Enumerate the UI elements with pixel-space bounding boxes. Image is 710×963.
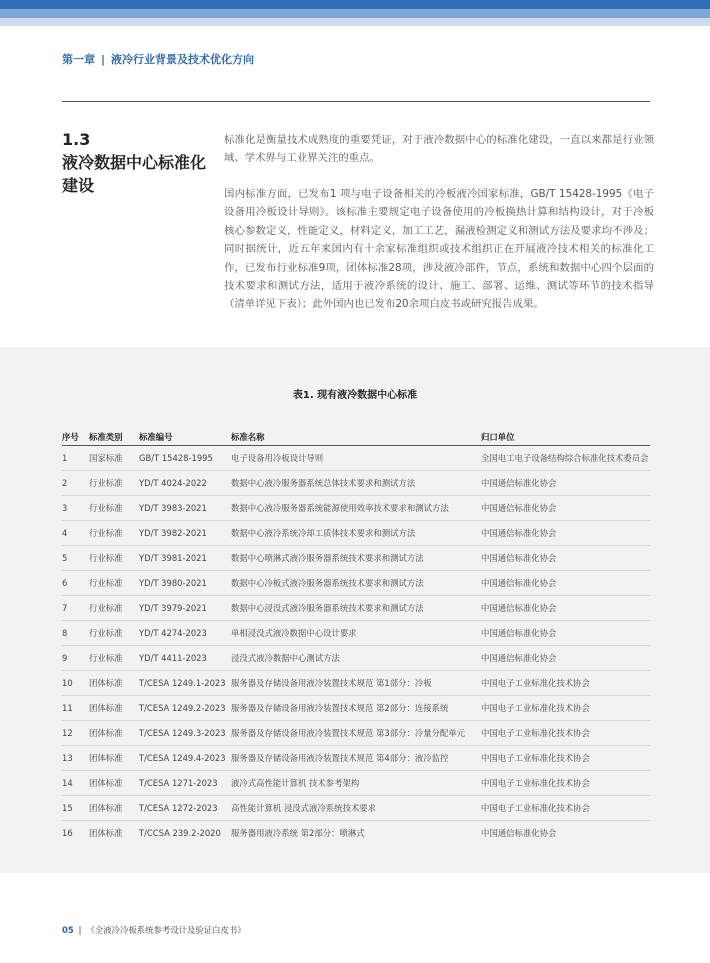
header-cell-code: 标准编号 — [139, 432, 173, 442]
cell-no: 6 — [62, 578, 68, 588]
cell-category: 团体标准 — [89, 803, 123, 813]
cell-code: T/CESA 1271-2023 — [139, 778, 218, 788]
cell-code: T/CESA 1249.2-2023 — [139, 703, 226, 713]
cell-no: 9 — [62, 653, 68, 663]
cell-name: 服务器及存储设备用液冷装置技术规范 第1部分：冷板 — [231, 678, 432, 688]
cell-code: YD/T 3980-2021 — [139, 578, 207, 588]
cell-category: 团体标准 — [89, 753, 123, 763]
cell-category: 团体标准 — [89, 678, 123, 688]
cell-no: 13 — [62, 753, 73, 763]
cell-code: YD/T 4274-2023 — [139, 628, 207, 638]
cell-no: 10 — [62, 678, 73, 688]
table-header — [62, 430, 650, 445]
header-cell-name: 标准名称 — [231, 432, 265, 442]
cell-category: 行业标准 — [89, 578, 123, 588]
cell-code: GB/T 15428-1995 — [139, 453, 213, 463]
cell-code: T/CESA 1249.1-2023 — [139, 678, 226, 688]
cell-category: 行业标准 — [89, 478, 123, 488]
table-row — [62, 571, 650, 596]
cell-name: 单相浸没式液冷数据中心设计要求 — [231, 628, 357, 638]
header-rule — [62, 101, 650, 102]
cell-name: 数据中心浸没式液冷服务器系统技术要求和测试方法 — [231, 603, 424, 613]
cell-org: 全国电工电子设备结构综合标准化技术委员会 — [481, 453, 649, 463]
cell-name: 服务器用液冷系统 第2部分：喷淋式 — [231, 828, 365, 838]
cell-category: 行业标准 — [89, 528, 123, 538]
cell-category: 行业标准 — [89, 653, 123, 663]
cell-no: 16 — [62, 828, 73, 838]
cell-code: YD/T 4024-2022 — [139, 478, 207, 488]
cell-category: 行业标准 — [89, 503, 123, 513]
footer-separator: | — [78, 925, 82, 935]
cell-name: 电子设备用冷板设计导则 — [231, 453, 324, 463]
header-band-light — [0, 18, 710, 26]
cell-org: 中国通信标准化协会 — [481, 503, 557, 513]
table-row — [62, 496, 650, 521]
chapter-title: 液冷行业背景及技术优化方向 — [111, 53, 255, 66]
cell-name: 服务器及存储设备用液冷装置技术规范 第4部分：液冷监控 — [231, 753, 449, 763]
intro-paragraph: 标准化是衡量技术成熟度的重要凭证，对于液冷数据中心的标准化建设，一直以来都是行业领域、学术界与工业界关注的重点。 — [224, 134, 654, 165]
cell-org: 中国通信标准化协会 — [481, 478, 557, 488]
cell-org: 中国通信标准化协会 — [481, 528, 557, 538]
cell-org: 中国电子工业标准化技术协会 — [481, 703, 590, 713]
table-row — [62, 721, 650, 746]
cell-name: 数据中心液冷系统冷却工质体技术要求和测试方法 — [231, 528, 416, 538]
section-title: 液冷数据中心标准化建设 — [62, 153, 207, 195]
cell-category: 团体标准 — [89, 728, 123, 738]
cell-org: 中国通信标准化协会 — [481, 578, 557, 588]
cell-category: 行业标准 — [89, 628, 123, 638]
cell-name: 高性能计算机 浸没式液冷系统技术要求 — [231, 803, 377, 813]
cell-org: 中国通信标准化协会 — [481, 828, 557, 838]
cell-no: 11 — [62, 703, 73, 713]
cell-category: 国家标准 — [89, 453, 123, 463]
chapter-separator: | — [101, 53, 106, 66]
cell-code: YD/T 4411-2023 — [139, 653, 207, 663]
cell-no: 2 — [62, 478, 68, 488]
cell-org: 中国电子工业标准化技术协会 — [481, 728, 590, 738]
header-cell-category: 标准类别 — [89, 432, 123, 442]
table-row — [62, 446, 650, 471]
page-footer — [62, 924, 246, 936]
cell-no: 7 — [62, 603, 68, 613]
cell-code: YD/T 3981-2021 — [139, 553, 207, 563]
cell-org: 中国通信标准化协会 — [481, 603, 557, 613]
cell-no: 4 — [62, 528, 68, 538]
table-row — [62, 821, 650, 846]
cell-org: 中国通信标准化协会 — [481, 553, 557, 563]
cell-category: 团体标准 — [89, 778, 123, 788]
cell-category: 行业标准 — [89, 553, 123, 563]
cell-org: 中国通信标准化协会 — [481, 628, 557, 638]
cell-no: 1 — [62, 453, 68, 463]
cell-no: 8 — [62, 628, 68, 638]
table-row — [62, 546, 650, 571]
document-title: 《全液冷冷板系统参考设计及验证白皮书》 — [86, 925, 246, 935]
cell-org: 中国电子工业标准化技术协会 — [481, 803, 590, 813]
cell-org: 中国通信标准化协会 — [481, 653, 557, 663]
cell-name: 数据中心液冷服务器系统总体技术要求和测试方法 — [231, 478, 416, 488]
table-body — [62, 446, 650, 846]
chapter-heading — [62, 51, 254, 67]
cell-name: 数据中心喷淋式液冷服务器系统技术要求和测试方法 — [231, 553, 424, 563]
table-row — [62, 671, 650, 696]
cell-code: YD/T 3982-2021 — [139, 528, 207, 538]
cell-name: 数据中心液冷服务器系统能源使用效率技术要求和测试方法 — [231, 503, 449, 513]
cell-code: YD/T 3979-2021 — [139, 603, 207, 613]
cell-no: 5 — [62, 553, 68, 563]
cell-code: T/CESA 1249.4-2023 — [139, 753, 226, 763]
table-row — [62, 621, 650, 646]
cell-org: 中国电子工业标准化技术协会 — [481, 778, 590, 788]
cell-category: 行业标准 — [89, 603, 123, 613]
cell-no: 3 — [62, 503, 68, 513]
cell-code: T/CESA 1249.3-2023 — [139, 728, 226, 738]
cell-name: 服务器及存储设备用液冷装置技术规范 第3部分：冷量分配单元 — [231, 728, 466, 738]
cell-name: 服务器及存储设备用液冷装置技术规范 第2部分：连接系统 — [231, 703, 449, 713]
cell-name: 浸没式液冷数据中心测试方法 — [231, 653, 340, 663]
cell-category: 团体标准 — [89, 828, 123, 838]
table-row — [62, 796, 650, 821]
table-row — [62, 746, 650, 771]
header-cell-org: 归口单位 — [481, 432, 515, 442]
cell-no: 14 — [62, 778, 73, 788]
table-row — [62, 521, 650, 546]
cell-org: 中国电子工业标准化技术协会 — [481, 753, 590, 763]
table-row — [62, 771, 650, 796]
cell-category: 团体标准 — [89, 703, 123, 713]
section-number: 1.3 — [62, 130, 91, 149]
page-number: 05 — [62, 925, 74, 935]
cell-name: 数据中心冷板式液冷服务器系统技术要求和测试方法 — [231, 578, 424, 588]
cell-name: 液冷式高性能计算机 技术参考架构 — [231, 778, 360, 788]
header-band-dark — [0, 0, 710, 9]
table-row — [62, 696, 650, 721]
table-row — [62, 596, 650, 621]
cell-code: YD/T 3983-2021 — [139, 503, 207, 513]
table-row — [62, 646, 650, 671]
header-band-mid — [0, 9, 710, 18]
cell-no: 12 — [62, 728, 73, 738]
cell-code: T/CESA 1272-2023 — [139, 803, 218, 813]
cell-org: 中国电子工业标准化技术协会 — [481, 678, 590, 688]
table-row — [62, 471, 650, 496]
chapter-label: 第一章 — [62, 53, 95, 66]
cell-code: T/CCSA 239.2-2020 — [139, 828, 221, 838]
standards-paragraph: 国内标准方面，已发布1 项与电子设备相关的冷板液冷国家标准，GB/T 15428-1995《电子设备用冷板设计导则》。该标准主要规定电子设备使用的冷板换热计算和结构设计，对于冷板核心参数定义，性能定义，材料定义，加工工艺，漏液检测定义和测试方法及要求均不涉及；同时据统计，近五年来国内有十余家标准组织或技术组织正在开展液冷技术相关的标准化工作，已发布行业标准9项，团体标准28项，涉及液冷部件，节点，系统和数据中心四个层面的技术要求和测试方法，适用于液冷系统的设计、施工、部署、运维、测试等环节的技术指导（清单详见下表）；此外国内也已发布20余项白皮书或研究报告成果。 — [224, 188, 654, 311]
table-caption: 表1. 现有液冷数据中心标准 — [292, 390, 418, 401]
header-cell-no: 序号 — [62, 432, 79, 442]
cell-no: 15 — [62, 803, 73, 813]
